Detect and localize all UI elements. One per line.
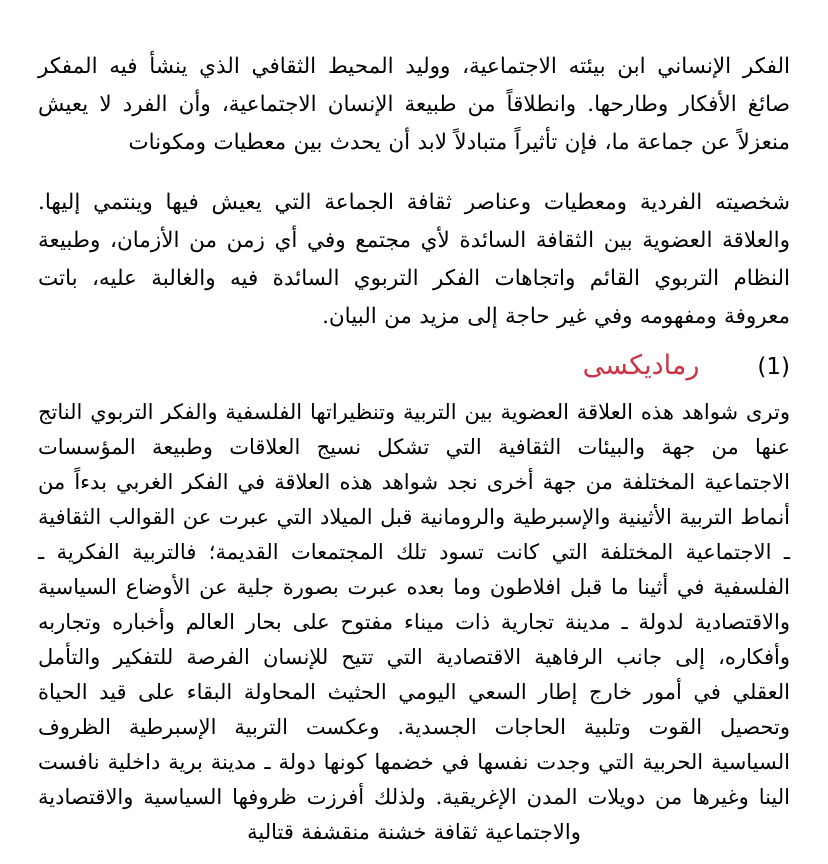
paragraph-intro-second: شخصيته الفردية ومعطيات وعناصر ثقافة الجماعة التي يعيش فيها وينتمي إليها. والعلاقة العضوية بين الثقافة السائدة لأي مجتمع وفي أي زمن من الأزمان، وطبيعة النظام التربوي القائم واتجاهات الفكر التربوي السائدة فيه والغالبة عليه، باتت معروفة ومفهومه وفي غير حاجة إلى مزيد من البيان. <box>38 190 790 329</box>
section-heading-title: رماديكسى <box>582 350 700 381</box>
paragraph-body-main: وترى شواهد هذه العلاقة العضوية بين التربية وتنظيراتها الفلسفية والفكر التربوي الناتج عنها من جهة والبيئات الثقافية التي تشكل نسيج العلاقات وطبيعة المؤسسات الاجتماعية المختلفة من جهة أخرى نجد شواهد هذه العلاقة في الفكر الغربي بدءاً من أنماط التربية الأثينية والإسبرطية والرومانية قبل الميلاد التي عبرت عن القوالب الثقافية ـ الاجتماعية المختلفة التي كانت تسود تلك المجتمعات القديمة؛ فالتربية الفكرية ـ الفلسفية في أثينا ما قبل افلاطون وما بعده عبرت بصورة جلية عن الأوضاع السياسية والاقتصادية لدولة ـ مدينة تجارية ذات ميناء مفتوح على بحار العالم وأخباره وتجاربه وأفكاره، إلى جانب الرفاهية الاقتصادية التي تتيح للإنسان الفرصة للتفكير والتأمل العقلي في أمور خارج إطار السعي اليومي الحثيث المحاولة البقاء على قيد الحياة وتحصيل القوت وتلبية الحاجات الجسدية. وعكست التربية الإسبرطية الظروف السياسية الحربية التي وجدت نفسها في خضمها كونها دولة ـ مدينة برية داخلية نافست الينا وغيرها من دويلات المدن الإغريقية. ولذلك أفرزت ظروفها السياسية والاقتصادية والاجتماعية ثقافة خشنة منقشفة قتالية <box>38 400 790 844</box>
section-heading <box>38 344 790 389</box>
paragraph-intro-first: الفكر الإنساني ابن بيئته الاجتماعية، ووليد المحيط الثقافي الذي ينشأ فيه المفكر صائغ الأفكار وطارحها. وانطلاقاً من طبيعة الإنسان الاجتماعية، وأن الفرد لا يعيش منعزلاً عن جماعة ما، فإن تأثيراً متبادلاً لابد أن يحدث بين معطيات ومكونات <box>38 54 790 155</box>
section-heading-number: (1) <box>757 354 790 380</box>
